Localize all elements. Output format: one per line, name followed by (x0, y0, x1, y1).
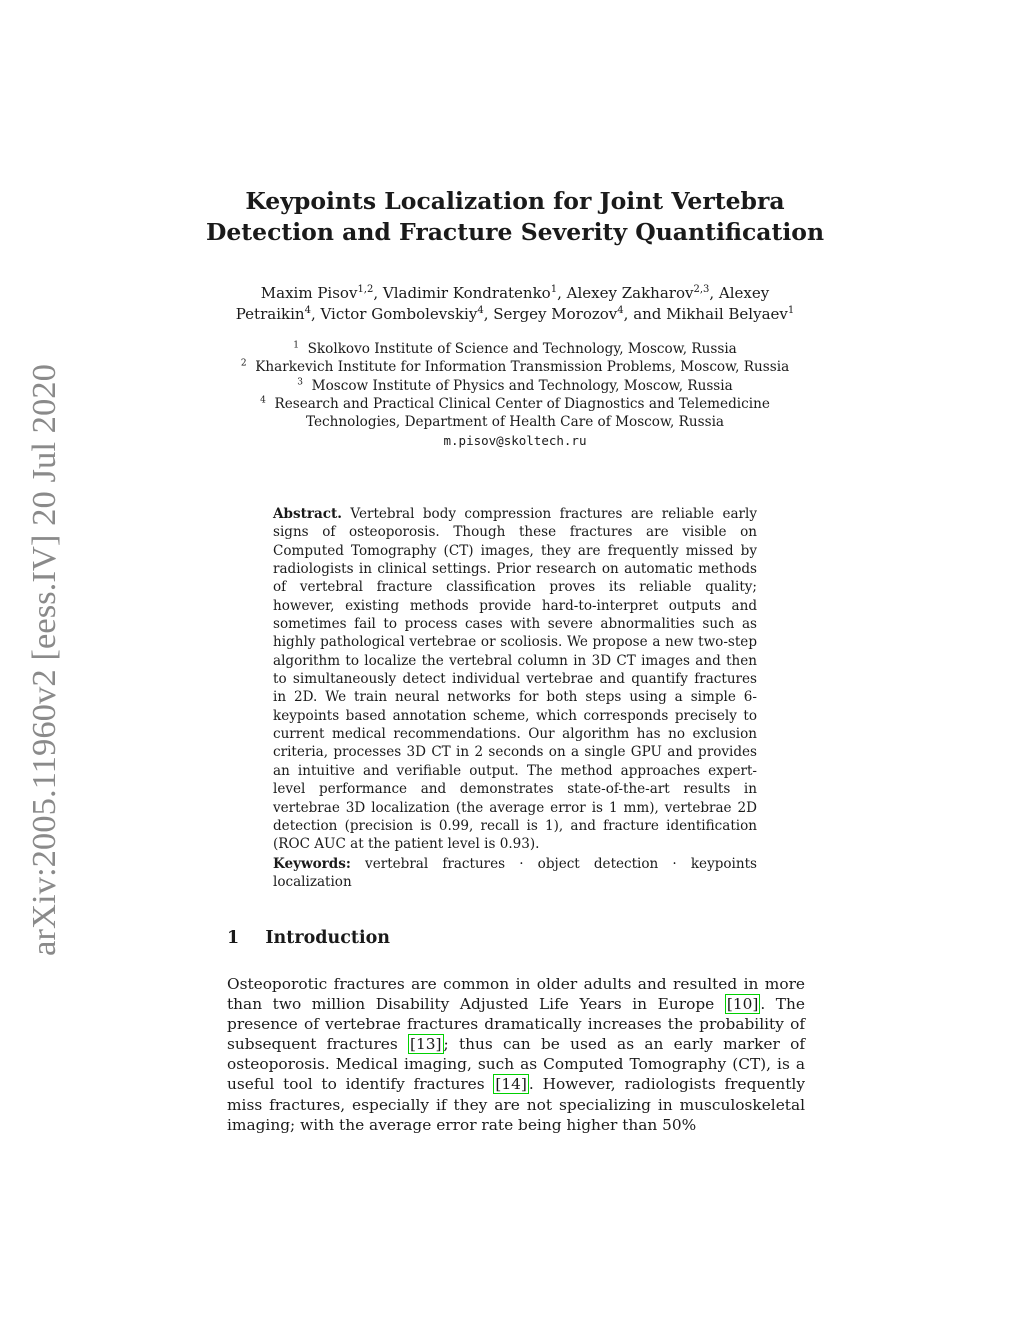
author-affil: 4 (477, 305, 484, 316)
abstract (273, 505, 757, 854)
affiliation-text: Research and Practical Clinical Center of Diagnostics and Telemedicine (274, 395, 770, 412)
affiliation (200, 358, 830, 376)
keywords (273, 855, 757, 892)
affiliation-number: 1 (293, 340, 299, 351)
keywords-text: vertebral fractures · object detection · keypoints localization (273, 856, 757, 891)
affiliation-text: Moscow Institute of Physics and Technology, Moscow, Russia (311, 377, 733, 394)
affiliation-number: 2 (240, 358, 247, 369)
title-line-1: Keypoints Localization for Joint Vertebra (245, 187, 785, 215)
affiliation (200, 413, 830, 431)
section-title: Introduction (265, 928, 391, 948)
affiliation (200, 395, 830, 413)
author-name: , Alexey Zakharov (557, 284, 694, 302)
body-text: . The presence of vertebrae fractures dramatically increases the probability of subsequent fractures (227, 995, 805, 1054)
author-affil: 2,3 (693, 284, 710, 295)
contact-email[interactable]: m.pisov@skoltech.ru (443, 433, 587, 448)
author-name: , Alexey (709, 284, 770, 302)
author-name: , Sergey Morozov (483, 305, 618, 323)
arxiv-stamp (17, 360, 69, 960)
citation-link[interactable]: [10] (726, 995, 759, 1014)
body-text: Osteoporotic fractures are common in older adults and resulted in more than two million Disability Adjusted Life Years in Europe (227, 975, 805, 1014)
section-heading (227, 928, 390, 948)
author-affil: 1 (787, 305, 795, 316)
arxiv-stamp-text: arXiv:2005.11960v2 [eess.IV] 20 Jul 2020 (26, 375, 63, 956)
author-name: , and Mikhail Belyaev (623, 305, 788, 323)
title-line-2: Detection and Fracture Severity Quantification (205, 218, 825, 246)
author-name: , Victor Gombolevskiy (310, 305, 478, 323)
affiliation (200, 377, 830, 395)
author-name: Petraikin (235, 305, 305, 323)
abstract-label: Abstract. (273, 506, 343, 522)
citation-link[interactable]: [13] (410, 1035, 442, 1054)
affiliation-text: Technologies, Department of Health Care of Moscow, Russia (305, 414, 725, 431)
section-number: 1 (227, 928, 240, 948)
author-affil: 4 (617, 305, 624, 316)
author-name: , Vladimir Kondratenko (373, 284, 551, 302)
author-affil: 1 (550, 284, 558, 295)
affiliation (200, 340, 830, 358)
affiliation-list (200, 340, 830, 431)
affiliation-text: Skolkovo Institute of Science and Technology, Moscow, Russia (307, 341, 737, 357)
author-line-2 (200, 304, 830, 325)
intro-paragraph (227, 974, 805, 1135)
affiliation-number: 4 (260, 395, 266, 406)
affiliation-number: 3 (297, 377, 303, 388)
author-list (200, 283, 830, 325)
author-affil: 1,2 (357, 284, 374, 295)
body-text: ; thus can be used as an early marker of osteoporosis. Medical imaging, such as Computed Tomography (CT), is a useful tool to identify fractures (227, 1035, 806, 1094)
keywords-label: Keywords: (273, 856, 351, 872)
author-name: Maxim Pisov (260, 284, 358, 302)
citation-link[interactable]: [14] (495, 1075, 527, 1094)
body-text: . However, radiologists frequently miss fractures, especially if they are not specializing in musculoskeletal imaging; with the average error rate being higher than 50% (227, 1075, 805, 1134)
affiliation-text: Kharkevich Institute for Information Transmission Problems, Moscow, Russia (255, 359, 790, 376)
abstract-text: Vertebral body compression fractures are reliable early signs of osteoporosis. Though these fractures are visible on Computed Tomography (CT) images, they are frequently missed by radiologists in clinical settings. Prior research on automatic methods of vertebral fracture classification proves its reliable quality; however, existing methods provide hard-to-interpret outputs and sometimes fail to process cases with severe abnormalities such as highly pathological vertebrae or scoliosis. We propose a new two-step algorithm to localize the vertebral column in 3D CT images and then to simultaneously detect individual vertebrae and quantify fractures in 2D. We train neural networks for both steps using a simple 6-keypoints based annotation scheme, which corresponds precisely to current medical recommendations. Our algorithm has no exclusion criteria, processes 3D CT in 2 seconds on a single GPU and provides an intuitive and verifiable output. The method approaches expert-level performance and demonstrates state-of-the-art results in vertebrae 3D localization (the average error is 1 mm), vertebrae 2D detection (precision is 0.99, recall is 1), and fracture identification (ROC AUC at the patient level is 0.93). (273, 506, 758, 853)
author-line-1 (200, 283, 830, 304)
author-affil: 4 (304, 305, 311, 316)
paper-title (180, 186, 850, 248)
